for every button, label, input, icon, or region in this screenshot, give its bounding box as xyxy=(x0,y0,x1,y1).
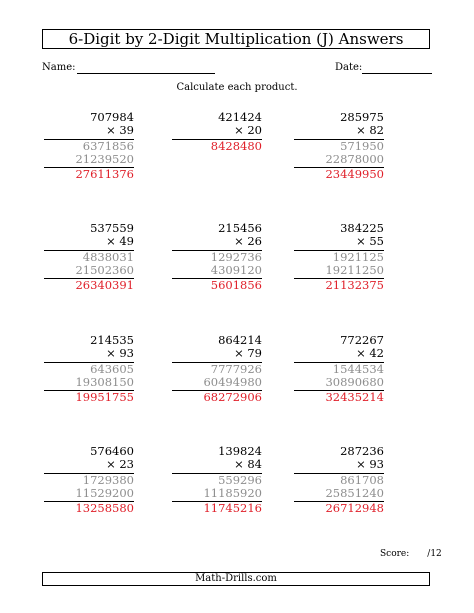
partial-product-1: 1729380 xyxy=(82,472,134,487)
problem-10 xyxy=(44,445,134,515)
partial-product-2: 22878000 xyxy=(325,151,384,166)
product-answer: 8428480 xyxy=(210,138,262,153)
problem-3 xyxy=(294,111,384,181)
multiplier: × 39 xyxy=(106,123,134,138)
problem-1 xyxy=(44,111,134,181)
partial-product-2: 11529200 xyxy=(75,485,134,500)
partial-product-2: 4309120 xyxy=(210,262,262,277)
problem-8 xyxy=(172,334,262,404)
product-answer: 19951755 xyxy=(75,390,134,405)
problem-7 xyxy=(44,334,134,404)
partial-product-1: 1544534 xyxy=(332,361,384,376)
date-blank-line[interactable] xyxy=(362,73,432,74)
problem-5 xyxy=(172,222,262,292)
partial-product-2: 60494980 xyxy=(203,374,262,389)
score-label: Score: xyxy=(380,549,410,559)
multiplicand: 576460 xyxy=(90,444,134,458)
footer-text: Math-Drills.com xyxy=(195,573,277,584)
product-answer: 26712948 xyxy=(325,501,384,516)
multiplicand: 864214 xyxy=(218,333,262,347)
product-answer: 21132375 xyxy=(325,278,384,293)
problem-9 xyxy=(294,334,384,404)
partial-product-1: 559296 xyxy=(218,472,262,487)
product-answer: 32435214 xyxy=(325,390,384,405)
partial-product-1: 1292736 xyxy=(210,249,262,264)
partial-product-2: 19211250 xyxy=(325,262,384,277)
partial-product-1: 1921125 xyxy=(332,249,384,264)
score-area xyxy=(380,549,442,559)
multiplier: × 49 xyxy=(106,234,134,249)
name-date-row xyxy=(42,62,432,76)
problem-2 xyxy=(172,111,262,153)
multiplier: × 79 xyxy=(234,346,262,361)
partial-product-1: 571950 xyxy=(340,138,384,153)
multiplier: × 42 xyxy=(356,346,384,361)
multiplier: × 93 xyxy=(356,457,384,472)
date-label: Date: xyxy=(335,62,363,73)
problem-6 xyxy=(294,222,384,292)
partial-product-2: 30890680 xyxy=(325,374,384,389)
partial-product-1: 861708 xyxy=(340,472,384,487)
multiplicand: 285975 xyxy=(340,110,384,124)
multiplicand: 215456 xyxy=(218,221,262,235)
multiplier: × 93 xyxy=(106,346,134,361)
multiplicand: 421424 xyxy=(218,110,262,124)
worksheet-title-text: 6-Digit by 2-Digit Multiplication (J) Answers xyxy=(68,29,404,48)
problem-12 xyxy=(294,445,384,515)
product-answer: 5601856 xyxy=(210,278,262,293)
partial-product-2: 21239520 xyxy=(75,151,134,166)
multiplicand: 287236 xyxy=(340,444,384,458)
multiplicand: 537559 xyxy=(90,221,134,235)
worksheet-title xyxy=(42,29,430,49)
multiplier: × 55 xyxy=(356,234,384,249)
partial-product-1: 6371856 xyxy=(82,138,134,153)
multiplicand: 707984 xyxy=(90,110,134,124)
name-blank-line[interactable] xyxy=(77,73,215,74)
multiplicand: 384225 xyxy=(340,221,384,235)
multiplier: × 20 xyxy=(234,123,262,138)
partial-product-1: 7777926 xyxy=(210,361,262,376)
product-answer: 13258580 xyxy=(75,501,134,516)
product-answer: 68272906 xyxy=(203,390,262,405)
partial-product-1: 4838031 xyxy=(82,249,134,264)
product-answer: 11745216 xyxy=(203,501,262,516)
instructions: Calculate each product. xyxy=(176,82,298,93)
multiplier: × 23 xyxy=(106,457,134,472)
multiplicand: 214535 xyxy=(90,333,134,347)
name-label: Name: xyxy=(42,62,76,73)
partial-product-2: 11185920 xyxy=(203,485,262,500)
footer xyxy=(42,572,430,586)
partial-product-2: 25851240 xyxy=(325,485,384,500)
partial-product-2: 19308150 xyxy=(75,374,134,389)
multiplier: × 84 xyxy=(234,457,262,472)
problem-4 xyxy=(44,222,134,292)
product-answer: 23449950 xyxy=(325,167,384,182)
multiplicand: 772267 xyxy=(340,333,384,347)
partial-product-1: 643605 xyxy=(90,361,134,376)
multiplicand: 139824 xyxy=(218,444,262,458)
multiplier: × 26 xyxy=(234,234,262,249)
score-total: /12 xyxy=(427,549,442,559)
product-answer: 27611376 xyxy=(75,167,134,182)
problem-11 xyxy=(172,445,262,515)
multiplier: × 82 xyxy=(356,123,384,138)
partial-product-2: 21502360 xyxy=(75,262,134,277)
product-answer: 26340391 xyxy=(75,278,134,293)
